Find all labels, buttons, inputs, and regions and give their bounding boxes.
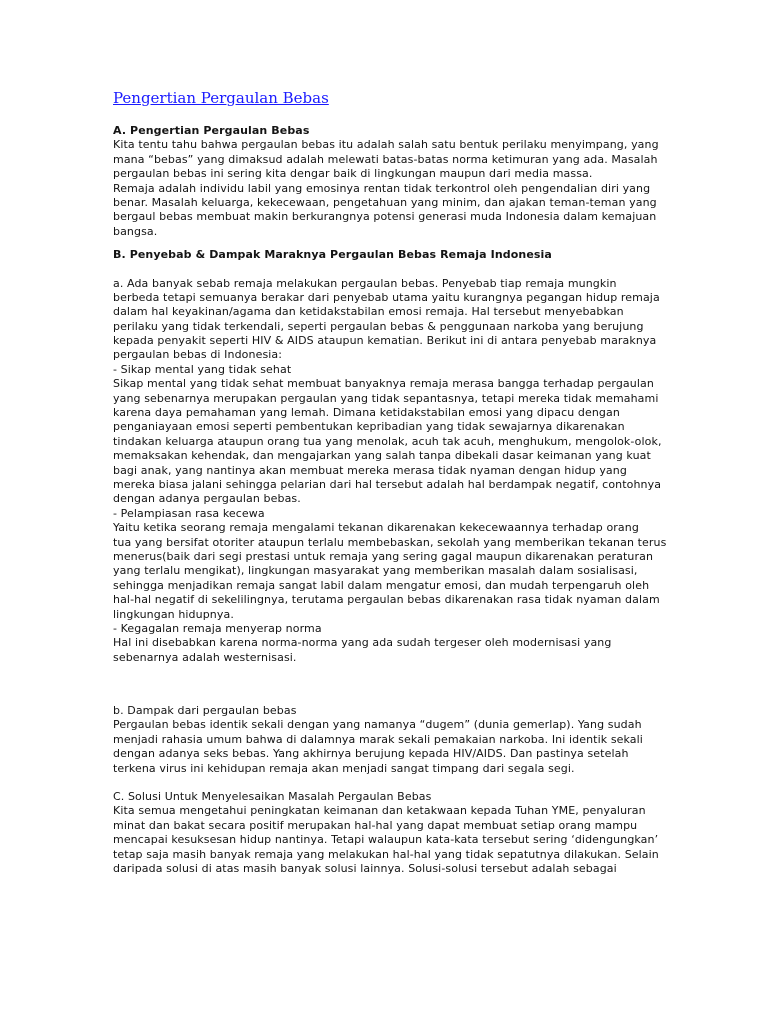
text-line: bergaul bebas membuat makin berkurangnya potensi generasi muda Indonesia dalam kemajuan bbox=[113, 210, 657, 224]
text-line: b. Dampak dari pergaulan bebas bbox=[113, 704, 297, 718]
text-line: yang sebenarnya merupakan pergaulan yang tidak sepantasnya, tetapi mereka tidak memahami bbox=[113, 391, 659, 405]
text-line: terkena virus ini kehidupan remaja akan menjadi sangat timpang dari segala segi. bbox=[113, 761, 575, 775]
section-c-heading: C. Solusi Untuk Menyelesaikan Masalah Pergaulan Bebas bbox=[113, 790, 432, 804]
section-b-part-b bbox=[113, 704, 653, 776]
text-line: perilaku yang tidak terkendali, seperti pergaulan bebas & penggunaan narkoba yang berujung bbox=[113, 319, 644, 333]
text-line: - Kegagalan remaja menyerap norma bbox=[113, 621, 322, 635]
text-line: bangsa. bbox=[113, 224, 158, 238]
text-line: Yaitu ketika seorang remaja mengalami tekanan dikarenakan kekecewaannya terhadap orang bbox=[113, 521, 639, 535]
text-line: tua yang bersifat otoriter ataupun terlalu membebaskan, sekolah yang memberikan tekanan terus bbox=[113, 535, 667, 549]
text-line: tetap saja masih banyak remaja yang melakukan hal-hal yang tidak sepatutnya dilakukan. Selain bbox=[113, 847, 659, 861]
text-line: Remaja adalah individu labil yang emosinya rentan tidak terkontrol oleh pengendalian diri yang bbox=[113, 181, 651, 195]
section-a-text bbox=[113, 138, 659, 239]
text-line: karena daya pemahaman yang lemah. Dimana ketidakstabilan emosi yang dipacu dengan bbox=[113, 406, 620, 420]
spacer bbox=[113, 239, 653, 248]
text-line: memaksakan kehendak, dan mengajarkan yang salah tanpa dibekali dasar keimanan yang kuat bbox=[113, 449, 651, 463]
text-line: a. Ada banyak sebab remaja melakukan pergaulan bebas. Penyebab tiap remaja mungkin bbox=[113, 276, 617, 290]
text-line: menerus(baik dari segi prestasi untuk remaja yang sering gagal maupun dikarenakan peraturan bbox=[113, 549, 654, 563]
text-line: - Sikap mental yang tidak sehat bbox=[113, 362, 292, 376]
page-title-link[interactable]: Pengertian Pergaulan Bebas bbox=[113, 89, 329, 107]
text-line: minat dan bakat secara positif merupakan hal-hal yang dapat membuat setiap orang mampu bbox=[113, 818, 638, 832]
text-line: dengan adanya seks bebas. Yang akhirnya berujung kepada HIV/AIDS. Dan pastinya setelah bbox=[113, 747, 629, 761]
text-line: lingkungan hidupnya. bbox=[113, 607, 234, 621]
spacer bbox=[113, 776, 653, 790]
text-line: Kita tentu tahu bahwa pergaulan bebas itu adalah salah satu bentuk perilaku menyimpang, yang bbox=[113, 138, 659, 152]
text-line: Hal ini disebabkan karena norma-norma yang ada sudah tergeser oleh modernisasi yang bbox=[113, 636, 612, 650]
text-line: pergaulan bebas ini sering kita dengar baik di lingkungan maupun dari media massa. bbox=[113, 167, 593, 181]
text-line: mencapai kesuksesan hidup nantinya. Tetapi walaupun kata-kata tersebut sering ‘didengungkan’ bbox=[113, 833, 659, 847]
text-line: menjadi rahasia umum bahwa di dalamnya marak sekali pemakaian narkoba. Ini identik sekali bbox=[113, 732, 643, 746]
text-line: dalam hal keyakinan/agama dan ketidakstabilan emosi remaja. Hal tersebut menyebabkan bbox=[113, 305, 624, 319]
text-line: kepada penyakit seperti HIV & AIDS ataupun kematian. Berikut ini di antara penyebab maraknya bbox=[113, 334, 657, 348]
text-line: yang terlalu mengikat), lingkungan masyarakat yang memberikan masalah dalam sosialisasi, bbox=[113, 564, 638, 578]
text-line: mereka biasa jalani sehingga pelarian dari hal tersebut adalah hal berdampak negatif, contohnya bbox=[113, 477, 662, 491]
text-line: tindakan keluarga ataupun orang tua yang menolak, acuh tak acuh, menghukum, mengolok-olok, bbox=[113, 434, 662, 448]
text-line: sebenarnya adalah westernisasi. bbox=[113, 650, 297, 664]
text-line: berbeda tetapi semuanya berakar dari penyebab utama yaitu kurangnya pegangan hidup remaja bbox=[113, 290, 660, 304]
section-b-part-a bbox=[113, 276, 667, 666]
spacer bbox=[113, 263, 653, 277]
text-line: sehingga menjadikan remaja sangat labil dalam mengatur emosi, dan mudah terpengaruh oleh bbox=[113, 578, 650, 592]
text-line: Pergaulan bebas identik sekali dengan yang namanya “dugem” (dunia gemerlap). Yang sudah bbox=[113, 718, 642, 732]
text-line: - Pelampiasan rasa kecewa bbox=[113, 506, 265, 520]
section-b-heading: B. Penyebab & Dampak Maraknya Pergaulan Bebas Remaja Indonesia bbox=[113, 248, 552, 262]
text-line: daripada solusi di atas masih banyak solusi lainnya. Solusi-solusi tersebut adalah sebagai bbox=[113, 861, 617, 875]
text-line: mana “bebas” yang dimaksud adalah melewati batas-batas norma ketimuran yang ada. Masalah bbox=[113, 152, 658, 166]
text-line: Kita semua mengetahui peningkatan keimanan dan ketakwaan kepada Tuhan YME, penyaluran bbox=[113, 804, 646, 818]
section-c bbox=[113, 790, 659, 876]
text-line: pergaulan bebas di Indonesia: bbox=[113, 348, 283, 362]
text-line: dengan adanya pergaulan bebas. bbox=[113, 492, 301, 506]
text-line: bagi anak, yang nantinya akan membuat mereka merasa tidak nyaman dengan hidup yang bbox=[113, 463, 627, 477]
text-line: penganiayaan emosi seperti pembentukan kepribadian yang tidak sewajarnya dikarenakan bbox=[113, 420, 625, 434]
spacer bbox=[113, 665, 653, 704]
text-line: benar. Masalah keluarga, kekecewaan, pengetahuan yang minim, dan ajakan teman-teman yang bbox=[113, 195, 657, 209]
text-line: Sikap mental yang tidak sehat membuat banyaknya remaja merasa bangga terhadap pergaulan bbox=[113, 377, 654, 391]
text-line: hal-hal negatif di sekelilingnya, terutama pergaulan bebas dikarenakan rasa tidak nyaman dalam bbox=[113, 593, 660, 607]
document-body bbox=[113, 124, 667, 876]
section-a-heading: A. Pengertian Pergaulan Bebas bbox=[113, 124, 310, 137]
